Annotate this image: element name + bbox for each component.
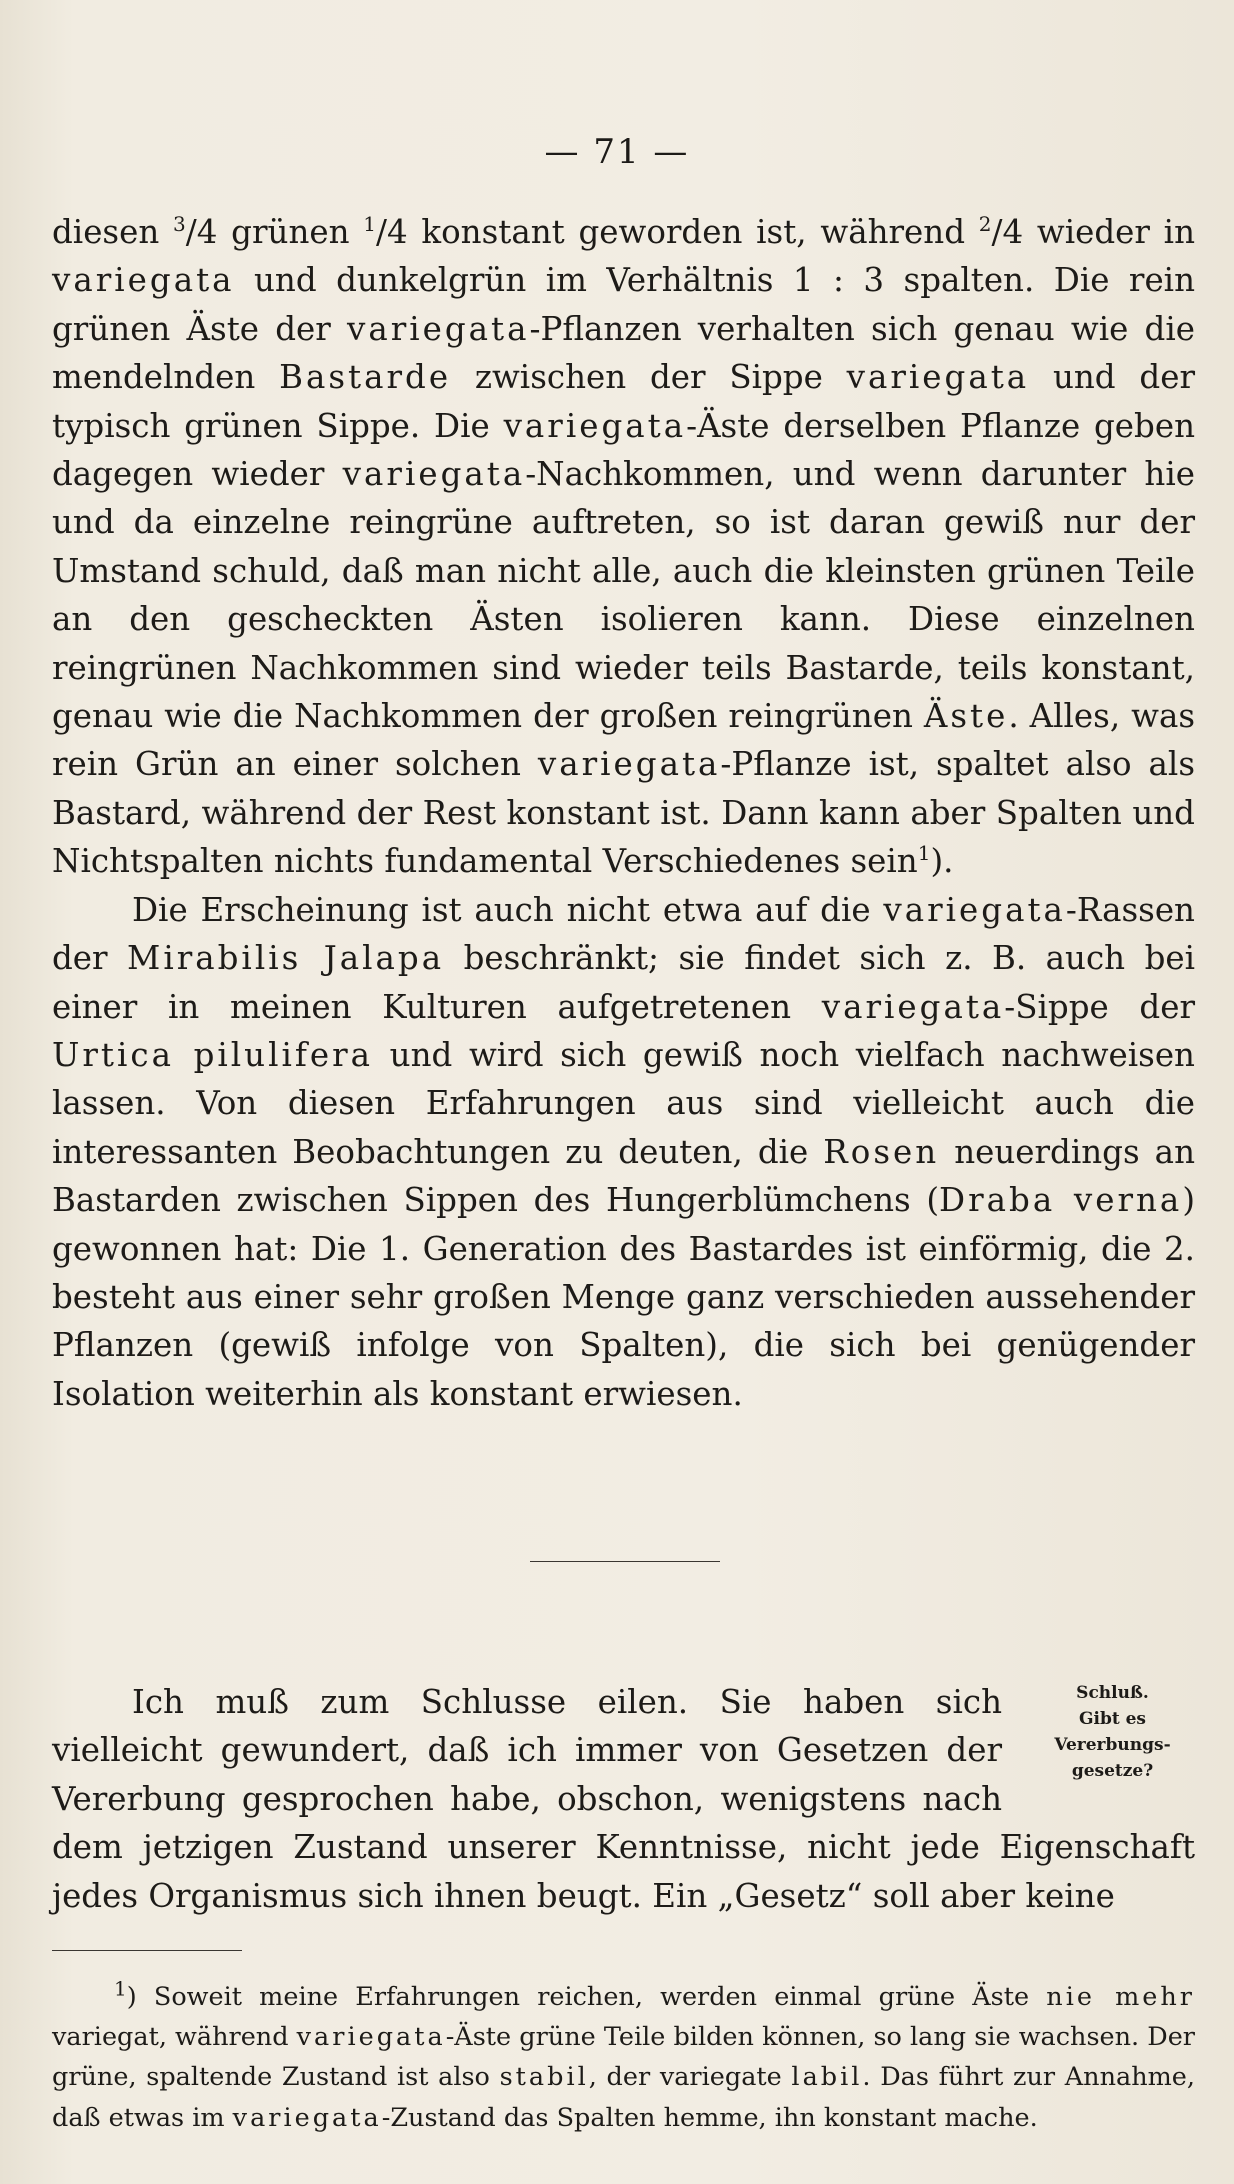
closing-paragraph: Schluß. Gibt es Vererbungs- gesetze? Ich muß zum Schlusse eilen. Sie haben sich vielleicht gewundert, daß ich immer von Gesetzen der Vererbung gesprochen habe, obschon, wenigstens nach dem jetzigen Zustand unserer Kenntnisse, nicht jede Eigenschaft jedes Organismus sich ihnen beugt. Ein „Gesetz“ soll aber keine <box>52 1678 1195 1920</box>
page-number: — 71 — <box>544 132 690 172</box>
margin-note: Schluß. Gibt es Vererbungs- gesetze? <box>1054 1683 1171 1781</box>
footnote-reference: 1 <box>917 841 931 866</box>
paragraph-1: diesen $^3$/4 grünen $^1$/4 konstant geworden ist, während $^2$/4 wieder in variegata und dunkelgrün im Verhältnis 1 : 3 spalten. Die rein grünen Äste der variegata-Pflanzen verhalten sich genau wie die mendelnden Bastarde zwischen der Sippe variegata und der typisch grünen Sippe. Die variegata-Äste derselben Pflanze geben dagegen wieder variegata-Nachkommen, und wenn darunter hie und da einzelne reingrüne auftreten, so ist daran gewiß nur der Umstand schuld, daß man nicht alle, auch die kleinsten grünen Teile an den gescheckten Ästen isolieren kann. Diese einzelnen reingrünen Nachkommen sind wieder teils Bastarde, teils konstant, genau wie die Nachkommen der großen reingrünen Äste. Alles, was rein Grün an einer solchen variegata-Pflanze ist, spaltet also als Bastard, während der Rest konstant ist. Dann kann aber Spalten und Nichtspalten nichts fundamental Verschiedenes sein$^1$). <box>52 212 1196 881</box>
footnote-mark: 1 <box>114 1976 127 2001</box>
paragraph-2: Die Erscheinung ist auch nicht etwa auf die variegata-Rassen der Mirabilis Jalapa beschränkt; sie findet sich z. B. auch bei einer in meinen Kulturen aufgetretenen variegata-Sippe der Urtica pilulifera und wird sich gewiß noch vielfach nachweisen lassen. Von diesen Erfahrungen aus sind vielleicht auch die interessanten Beobachtungen zu deuten, die Rosen neuerdings an Bastarden zwischen Sippen des Hungerblümchens (Draba verna) gewonnen hat: Die 1. Generation des Bastardes ist einförmig, die 2. besteht aus einer sehr großen Menge ganz verschieden aussehender Pflanzen (gewiß infolge von Spalten), die sich bei genügender Isolation weiterhin als konstant erwiesen. <box>52 890 1196 1413</box>
footnote-divider <box>52 1950 242 1951</box>
closing-section <box>52 1678 1195 1920</box>
section-divider <box>530 1561 720 1562</box>
footnote: $^1$) Soweit meine Erfahrungen reichen, werden einmal grüne Äste nie mehr variegat, während variegata-Äste grüne Teile bilden können, so lang sie wachsen. Der grüne, spaltende Zustand ist also stabil, der variegate labil. Das führt zur Annahme, daß etwas im variegata-Zustand das Spalten hemme, ihn konstant mache. <box>52 1976 1195 2133</box>
body-text <box>52 208 1195 1418</box>
